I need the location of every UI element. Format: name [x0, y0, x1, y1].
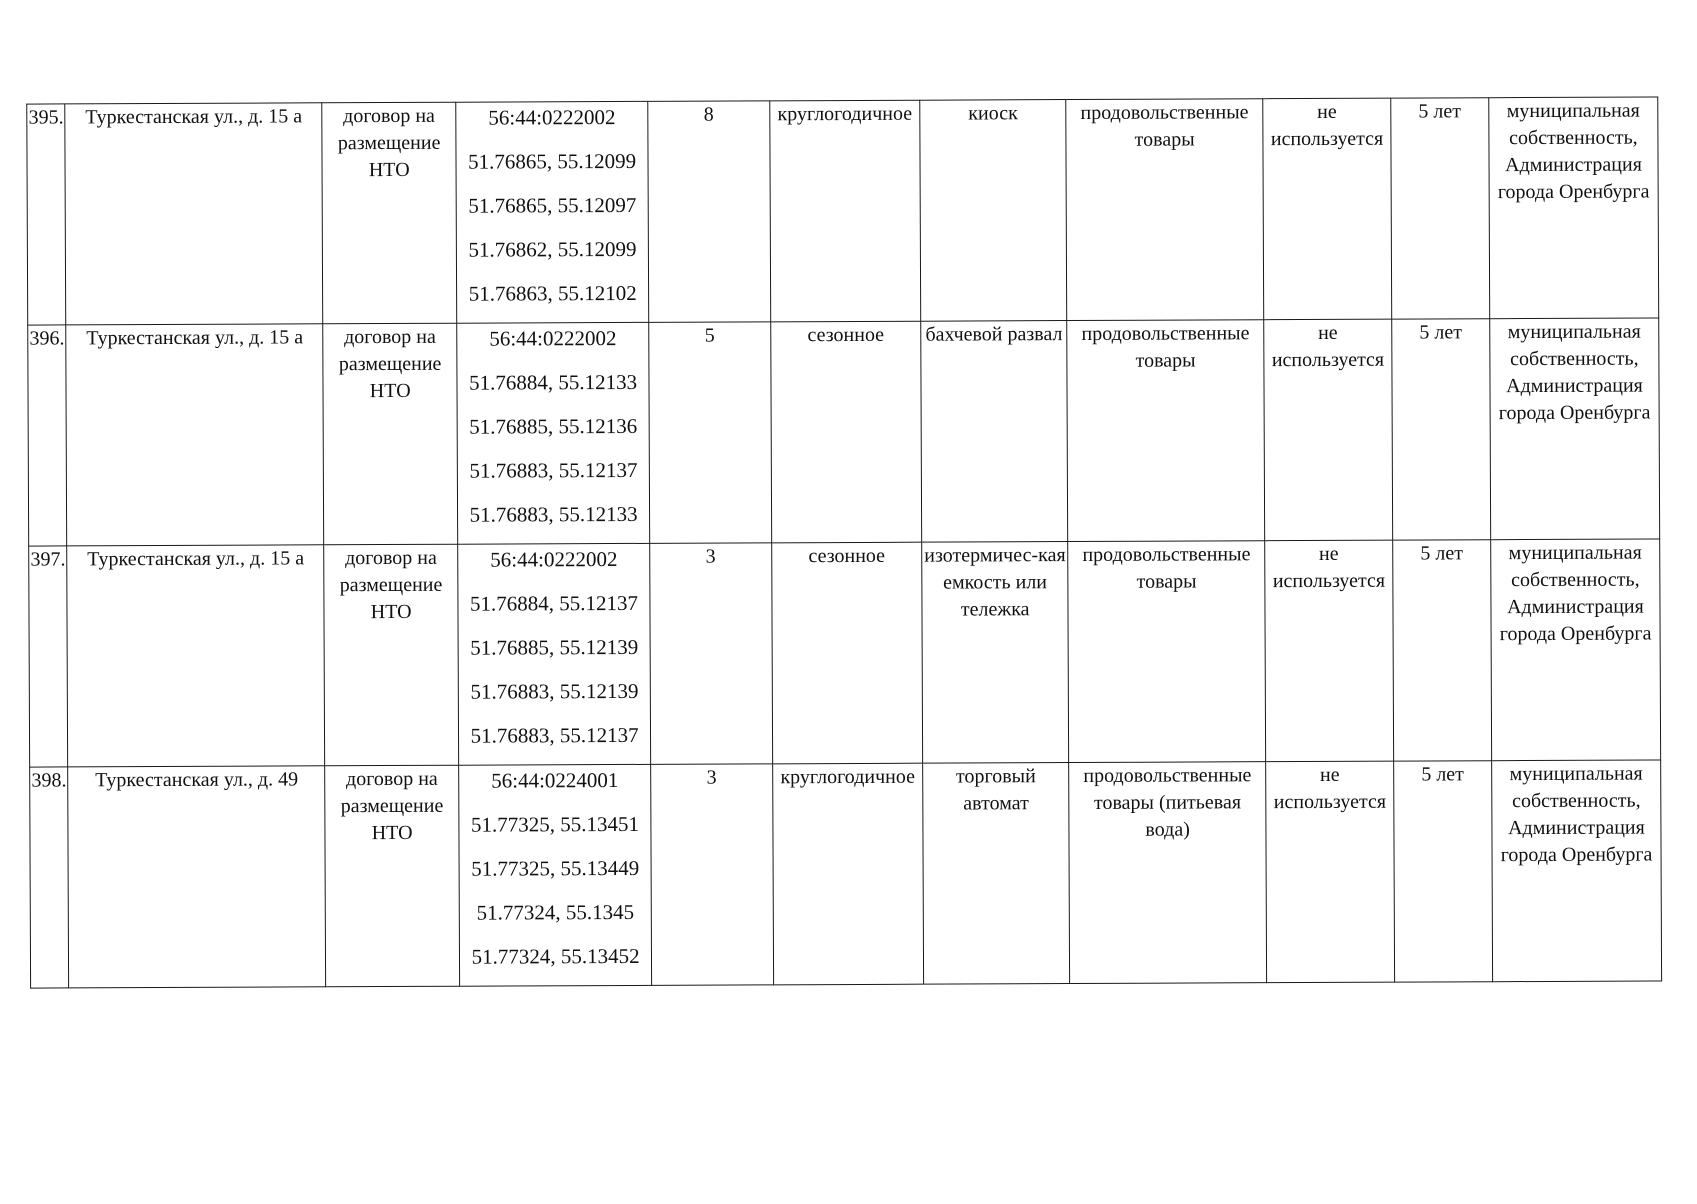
table-row — [29, 539, 1661, 767]
term-cell: 5 лет — [1393, 761, 1492, 982]
area-cell: 3 — [650, 543, 772, 765]
row-number: 397. — [29, 546, 68, 767]
coordinate-point: 51.76883, 55.12137 — [470, 722, 639, 748]
coordinate-point: 51.76885, 55.12136 — [469, 413, 638, 439]
period-cell: сезонное — [771, 542, 923, 764]
coordinate-point: 51.76865, 55.12099 — [468, 148, 637, 174]
address-cell: Туркестанская ул., д. 15 а — [67, 545, 325, 767]
nto-placement-table — [26, 96, 1662, 988]
coordinates-cell — [456, 101, 649, 323]
address-cell: Туркестанская ул., д. 15 а — [66, 324, 324, 546]
basis-cell: договор на размещение НТО — [322, 102, 457, 324]
term-cell: 5 лет — [1392, 319, 1491, 540]
period-cell: круглогодичное — [772, 763, 924, 985]
coordinate-point: 51.77325, 55.13449 — [471, 855, 640, 881]
msp-usage-cell: не используется — [1266, 761, 1394, 983]
table-row — [28, 318, 1660, 546]
basis-cell: договор на размещение НТО — [323, 323, 458, 545]
row-number: 395. — [27, 104, 66, 325]
goods-cell: продовольственные товары — [1066, 99, 1264, 321]
cadastral-number: 56:44:0222002 — [489, 326, 617, 351]
object-type-cell: торговый автомат — [923, 763, 1070, 985]
object-type-cell: изотермичес-кая емкость или тележка — [922, 542, 1069, 764]
coordinate-point: 51.76885, 55.12139 — [470, 634, 639, 660]
basis-cell: договор на размещение НТО — [324, 544, 459, 766]
owner-cell: муниципальная собственность, Администрация города Оренбурга — [1490, 318, 1660, 540]
coordinate-point: 51.77325, 55.13451 — [470, 811, 640, 837]
object-type-cell: киоск — [920, 100, 1067, 322]
period-cell: сезонное — [770, 321, 922, 543]
cadastral-number: 56:44:0222002 — [490, 547, 618, 572]
coordinate-point: 51.76884, 55.12133 — [469, 369, 638, 395]
goods-cell: продовольственные товары — [1068, 541, 1266, 763]
address-cell: Туркестанская ул., д. 15 а — [65, 103, 323, 325]
object-type-cell: бахчевой развал — [921, 321, 1068, 543]
coordinate-point: 51.76863, 55.12102 — [468, 280, 637, 306]
table-row — [27, 97, 1659, 325]
cadastral-number: 56:44:0224001 — [491, 768, 619, 793]
msp-usage-cell: не используется — [1264, 319, 1392, 541]
owner-cell: муниципальная собственность, Администрация города Оренбурга — [1492, 760, 1662, 982]
cadastral-number: 56:44:0222002 — [488, 105, 616, 130]
msp-usage-cell: не используется — [1265, 540, 1393, 762]
coordinates-cell — [458, 543, 651, 765]
row-number: 396. — [28, 325, 67, 546]
coordinates-cell — [457, 322, 650, 544]
coordinate-point: 51.77324, 55.1345 — [476, 899, 635, 925]
coordinate-point: 51.76883, 55.12139 — [470, 678, 639, 704]
coordinate-point: 51.76883, 55.12137 — [469, 457, 638, 483]
row-number: 398. — [30, 767, 69, 988]
coordinate-point: 51.76862, 55.12099 — [468, 236, 637, 262]
owner-cell: муниципальная собственность, Администрация города Оренбурга — [1491, 539, 1661, 761]
area-cell: 5 — [649, 322, 771, 544]
table-row — [30, 760, 1662, 988]
msp-usage-cell: не используется — [1263, 98, 1391, 320]
coordinates-cell — [459, 764, 652, 986]
owner-cell: муниципальная собственность, Администрация города Оренбурга — [1489, 97, 1659, 319]
coordinate-point: 51.76884, 55.12137 — [469, 590, 639, 616]
area-cell: 8 — [648, 101, 770, 323]
term-cell: 5 лет — [1391, 98, 1490, 319]
period-cell: круглогодичное — [769, 100, 921, 322]
term-cell: 5 лет — [1393, 540, 1492, 761]
address-cell: Туркестанская ул., д. 49 — [68, 766, 326, 988]
goods-cell: продовольственные товары — [1067, 320, 1265, 542]
area-cell: 3 — [651, 764, 773, 986]
coordinate-point: 51.76883, 55.12133 — [469, 501, 638, 527]
coordinate-point: 51.76865, 55.12097 — [468, 192, 637, 218]
basis-cell: договор на размещение НТО — [325, 765, 460, 987]
goods-cell: продовольственные товары (питьевая вода) — [1069, 762, 1267, 984]
coordinate-point: 51.77324, 55.13452 — [471, 943, 640, 969]
